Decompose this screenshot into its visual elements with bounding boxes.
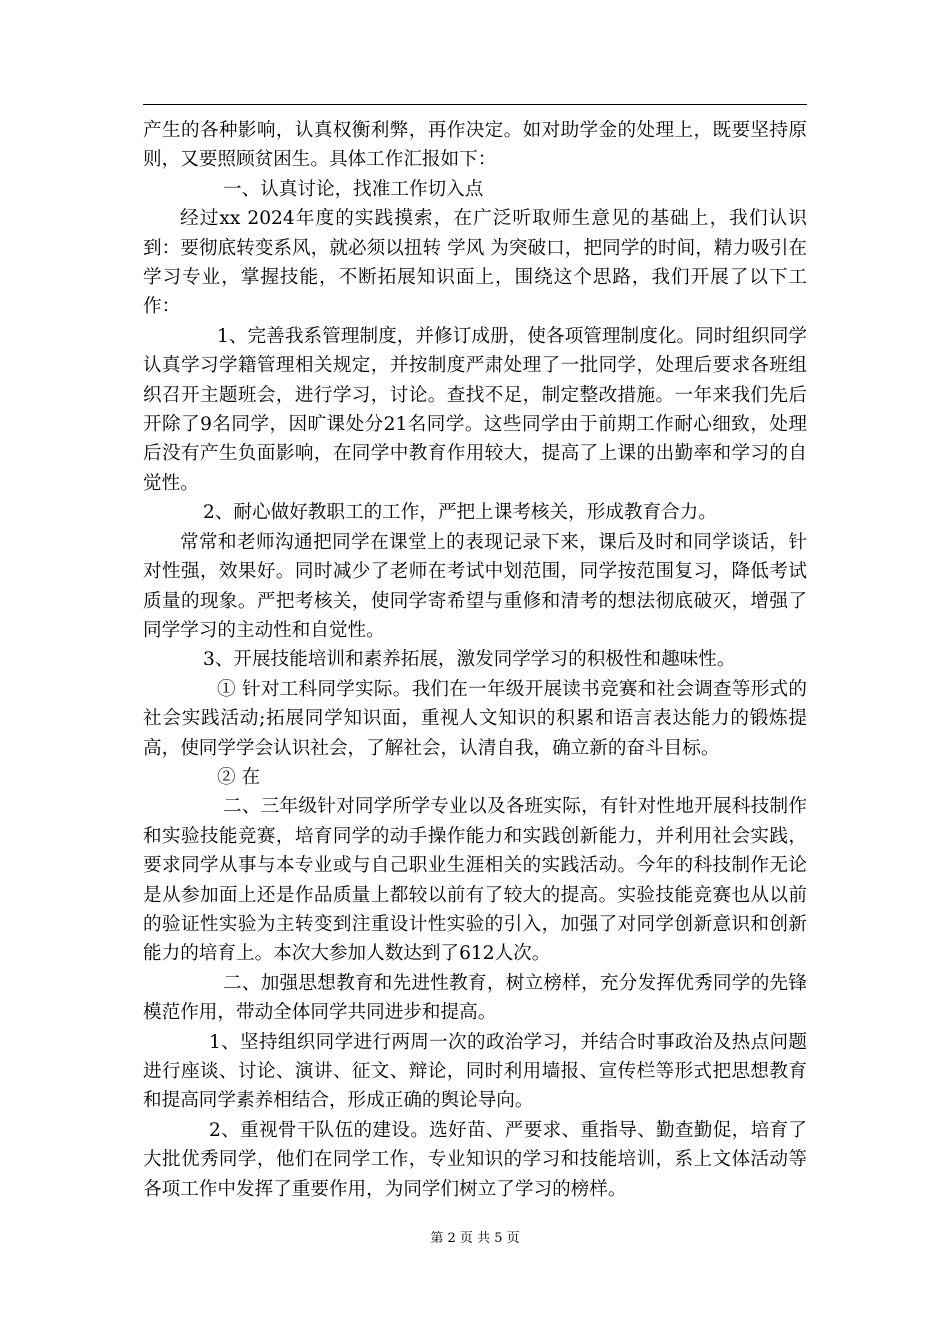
section-heading: 一、认真讨论，找准工作切入点 xyxy=(223,178,484,200)
paragraph: 二、三年级针对同学所学专业以及各班实际，有针对性地开展科技制作和实验技能竞赛，培育同学的动手操作能力和实践创新能力，并利用社会实践，要求同学从事与本专业或与自己职业生涯相关的实践活动。今年的科技制作无论是从参加面上还是作品质量上都较以前有了较大的提高。实验技能竞赛也从以前的验证性实验为主转变到注重设计性实验的引入，加强了对同学创新意识和创新能力的培育上。本次大参加人数达到了612人次。 xyxy=(143,796,807,965)
paragraph: 1、坚持组织同学进行两周一次的政治学习，并结合时事政治及热点问题进行座谈、讨论、演讲、征文、辩论，同时利用墙报、宣传栏等形式把思想教育和提高同学素养相结合，形成正确的舆论导向。 xyxy=(143,1031,807,1112)
section-heading: 二、加强思想教育和先进性教育，树立榜样，充分发挥优秀同学的先锋模范作用，带动全体同学共同进步和提高。 xyxy=(143,972,807,1024)
paragraph: ① 针对工科同学实际。我们在一年级开展读书竞赛和社会调查等形式的社会实践活动;拓展同学知识面，重视人文知识的积累和语言表达能力的锻炼提高，使同学学会认识社会，了解社会，认清自我，确立新的奋斗目标。 xyxy=(143,678,807,759)
paragraph: 经过xx 2024年度的实践摸索，在广泛听取师生意见的基础上，我们认识到：要彻底转变系风，就必须以扭转 学风 为突破口，把同学的时间，精力吸引在学习专业，掌握技能，不断拓展知识面上，围绕这个思路，我们开展了以下工作： xyxy=(143,208,807,318)
page-number: 第 2 页 共 5 页 xyxy=(430,1231,520,1246)
paragraph: 产生的各种影响，认真权衡利弊，再作决定。如对助学金的处理上，既要坚持原则，又要照顾贫困生。具体工作汇报如下： xyxy=(143,120,807,171)
paragraph: 2、重视骨干队伍的建设。选好苗、严要求、重指导、勤查勤促，培育了大批优秀同学，他们在同学工作，专业知识的学习和技能培训，系上文体活动等各项工作中发挥了重要作用，为同学们树立了学习的榜样。 xyxy=(143,1119,807,1200)
header-rule xyxy=(143,104,807,105)
paragraph: ② 在 xyxy=(217,766,261,788)
paragraph: 3、开展技能培训和素养拓展，激发同学学习的积极性和趣味性。 xyxy=(203,649,736,671)
document-body xyxy=(143,116,807,1204)
paragraph: 2、耐心做好教职工的工作，严把上课考核关，形成教育合力。 xyxy=(203,502,717,524)
paragraph: 常常和老师沟通把同学在课堂上的表现记录下来，课后及时和同学谈话，针对性强，效果好。同时减少了老师在考试中划范围，同学按范围复习，降低考试质量的现象。严把考核关，使同学寄希望与重修和清考的想法彻底破灭，增强了同学学习的主动性和自觉性。 xyxy=(143,531,807,641)
paragraph: 1、完善我系管理制度，并修订成册，使各项管理制度化。同时组织同学认真学习学籍管理相关规定，并按制度严肃处理了一批同学，处理后要求各班组织召开主题班会，进行学习，讨论。查找不足，制定整改措施。一年来我们先后开除了9名同学，因旷课处分21名同学。这些同学由于前期工作耐心细致，处理后没有产生负面影响，在同学中教育作用较大，提高了上课的出勤率和学习的自觉性。 xyxy=(143,325,807,494)
